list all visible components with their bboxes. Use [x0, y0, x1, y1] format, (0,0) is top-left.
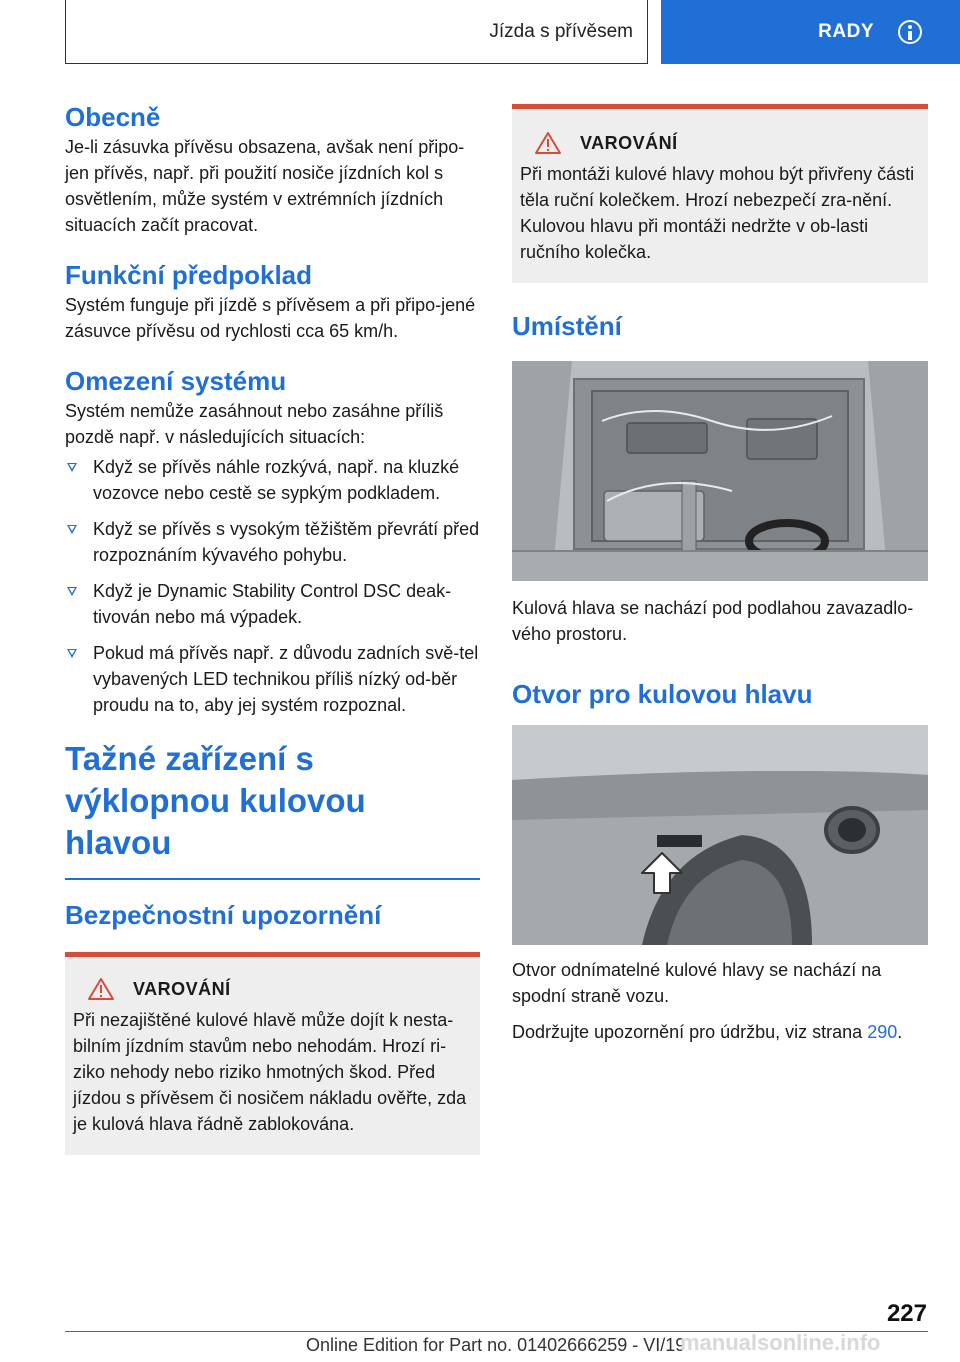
warning-box-safety	[65, 952, 480, 1155]
opening-caption: Otvor odnímatelné kulové hlavy se nachází na spodní straně vozu.	[512, 960, 882, 1006]
header-section-title: Jízda s přívěsem	[489, 20, 633, 42]
page-link-290[interactable]: 290	[867, 1022, 898, 1042]
bullet-triangle-icon	[67, 463, 77, 472]
section-title-safety: Bezpečnostní upozornění	[65, 900, 382, 930]
header-section-bar	[65, 0, 648, 64]
list-item: Pokud má přívěs např. z důvodu zadních svě-tel vybavených LED technikou příliš nízký od-běr proudu na to, aby jej systém rozpoznal.	[65, 640, 480, 718]
location-caption: Kulová hlava se nachází pod podlahou zavazadlo-vého prostoru.	[512, 598, 914, 644]
warning-text: Při montáži kulové hlavy mohou být přivřeny části těla ruční kolečkem. Hrozí nebezpečí zra-nění. Kulovou hlavu při montáži nedržte v ob-lasti ručního kolečka.	[520, 164, 915, 262]
left-column	[65, 100, 480, 1155]
warning-triangle-icon	[87, 977, 115, 1001]
rear-underside-illustration	[512, 725, 928, 945]
chapter-divider	[65, 878, 480, 880]
trunk-floor-image	[512, 361, 928, 581]
chapter-title: Tažné zařízení s výklopnou kulovou hlavou	[65, 740, 366, 861]
list-item: Když je Dynamic Stability Control DSC deak-tivován nebo má výpadek.	[65, 578, 480, 630]
list-item: Když se přívěs náhle rozkývá, např. na kluzké vozovce nebo cestě se sypkým podkladem.	[65, 454, 480, 506]
section-limits	[65, 364, 480, 718]
header-tab-rady[interactable]	[661, 0, 960, 64]
footer-watermark: manualsonline.info	[680, 1330, 881, 1355]
section-title-opening: Otvor pro kulovou hlavu	[512, 679, 813, 709]
header-tab-label: RADY	[818, 21, 874, 42]
warning-title: VAROVÁNÍ	[580, 132, 678, 153]
trunk-floor-illustration	[512, 361, 928, 581]
warning-title: VAROVÁNÍ	[133, 978, 231, 999]
right-column	[512, 104, 928, 1045]
section-title-limits: Omezení systému	[65, 366, 287, 396]
warning-header	[73, 977, 470, 1001]
section-title-prerequisite: Funkční předpoklad	[65, 260, 313, 290]
warning-box-mounting	[512, 104, 928, 283]
warning-text: Při nezajištěné kulové hlavě může dojít k nesta-bilním jízdním stavům nebo nehodám. Hrozí ri-ziko nehody nebo riziko hmotných škod. Před jízdou s přívěsem či nosičem nákladu ověřte, zda je kulová hlava řádně zablokována.	[73, 1010, 467, 1134]
section-title-general: Obecně	[65, 102, 161, 132]
rear-underside-image	[512, 725, 928, 945]
limits-bullet-list	[65, 454, 480, 718]
section-prerequisite	[65, 258, 480, 344]
list-item: Když se přívěs s vysokým těžištěm převrátí před rozpoznáním kývavého pohybu.	[65, 516, 480, 568]
bullet-triangle-icon	[67, 649, 77, 658]
section-text-general: Je-li zásuvka přívěsu obsazena, avšak není připo-jen přívěs, např. při použití nosiče jízdních kol s osvětlením, může systém v extrémních jízdních situacích začít pracovat.	[65, 137, 465, 235]
warning-triangle-icon	[534, 131, 562, 155]
bullet-triangle-icon	[67, 587, 77, 596]
section-text-limits: Systém nemůže zasáhnout nebo zasáhne příliš pozdě např. v následujících situacích:	[65, 401, 444, 447]
page-number: 227	[886, 1300, 927, 1327]
warning-header	[520, 131, 918, 155]
maintenance-note: Dodržujte upozornění pro údržbu, viz strana 290.	[512, 1022, 903, 1042]
bullet-triangle-icon	[67, 525, 77, 534]
section-title-location: Umístění	[512, 311, 622, 341]
info-icon	[898, 20, 922, 44]
section-text-prerequisite: Systém funguje při jízdě s přívěsem a při připo-jené zásuvce přívěsu od rychlosti cca 65 km/h.	[65, 295, 476, 341]
section-general	[65, 100, 480, 238]
footer-edition: Online Edition for Part no. 01402666259 - VI/19	[306, 1335, 686, 1355]
